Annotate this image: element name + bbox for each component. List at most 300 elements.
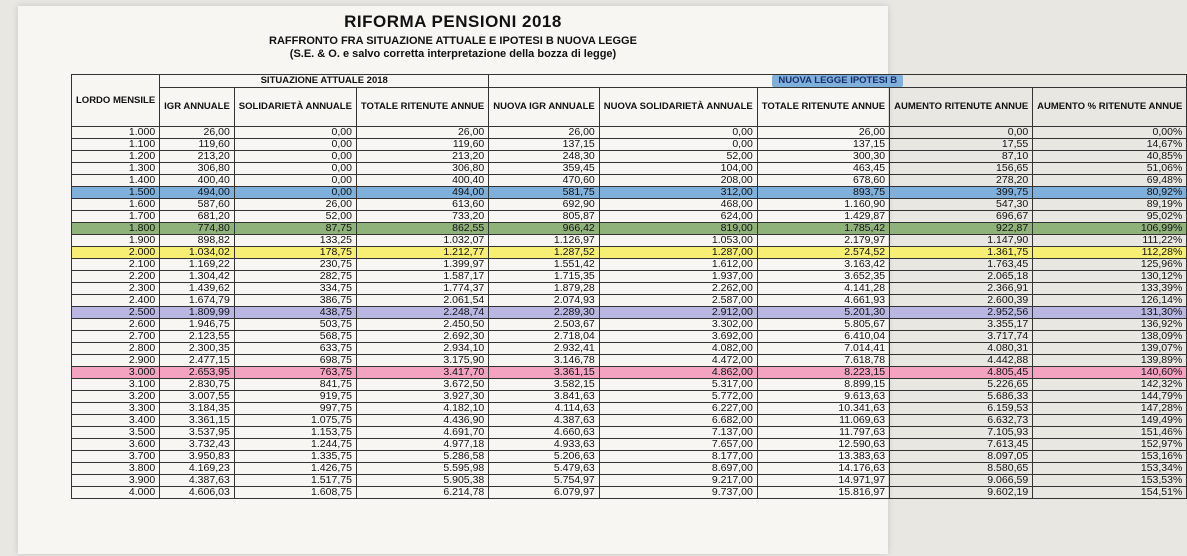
cell-nuova-solidarieta: 104,00 [599,163,757,175]
cell-aumento: 9.602,19 [890,487,1033,499]
cell-totale-new: 1.429,87 [757,211,889,223]
cell-aumento-pct: 106,99% [1033,223,1187,235]
cell-igr: 898,82 [160,235,235,247]
table-row [72,295,1187,307]
table-row [72,319,1187,331]
cell-aumento: 8.580,65 [890,463,1033,475]
header-nuova-igr: NUOVA IGR ANNUALE [489,88,600,127]
cell-totale-new: 2.574,52 [757,247,889,259]
cell-totale-new: 10.341,63 [757,403,889,415]
cell-totale-current: 3.175,90 [356,355,488,367]
cell-aumento-pct: 89,19% [1033,199,1187,211]
cell-aumento-pct: 144,79% [1033,391,1187,403]
cell-totale-new: 3.652,35 [757,271,889,283]
table-row [72,127,1187,139]
cell-igr: 3.007,55 [160,391,235,403]
cell-nuova-solidarieta: 4.862,00 [599,367,757,379]
table-row [72,247,1187,259]
table-row [72,343,1187,355]
cell-totale-new: 1.160,90 [757,199,889,211]
cell-totale-current: 2.692,30 [356,331,488,343]
cell-igr: 1.809,99 [160,307,235,319]
cell-nuova-solidarieta: 819,00 [599,223,757,235]
cell-nuova-igr: 2.074,93 [489,295,600,307]
cell-igr: 2.653,95 [160,367,235,379]
cell-lordo-mensile: 3.000 [72,367,160,379]
cell-totale-new: 12.590,63 [757,439,889,451]
cell-aumento: 1.147,90 [890,235,1033,247]
cell-solidarieta: 0,00 [234,163,356,175]
cell-nuova-igr: 248,30 [489,151,600,163]
cell-totale-new: 9.613,63 [757,391,889,403]
cell-nuova-igr: 805,87 [489,211,600,223]
cell-nuova-igr: 1.287,52 [489,247,600,259]
table-row [72,367,1187,379]
cell-totale-current: 3.672,50 [356,379,488,391]
cell-igr: 4.387,63 [160,475,235,487]
cell-aumento-pct: 111,22% [1033,235,1187,247]
cell-totale-new: 7.618,78 [757,355,889,367]
cell-nuova-solidarieta: 2.587,00 [599,295,757,307]
cell-lordo-mensile: 1.300 [72,163,160,175]
cell-totale-current: 1.399,97 [356,259,488,271]
cell-nuova-solidarieta: 3.692,00 [599,331,757,343]
cell-totale-current: 1.774,37 [356,283,488,295]
cell-nuova-solidarieta: 7.657,00 [599,439,757,451]
document-header [18,12,888,60]
header-solidarieta: SOLIDARIETÀ ANNUALE [234,88,356,127]
cell-aumento: 922,87 [890,223,1033,235]
table-row [72,283,1187,295]
cell-totale-new: 5.201,30 [757,307,889,319]
cell-igr: 119,60 [160,139,235,151]
cell-solidarieta: 698,75 [234,355,356,367]
cell-igr: 26,00 [160,127,235,139]
cell-nuova-igr: 5.206,63 [489,451,600,463]
document-title: RIFORMA PENSIONI 2018 [344,12,562,31]
table-row [72,379,1187,391]
cell-nuova-solidarieta: 6.227,00 [599,403,757,415]
cell-aumento-pct: 80,92% [1033,187,1187,199]
cell-aumento-pct: 130,12% [1033,271,1187,283]
cell-nuova-igr: 5.754,97 [489,475,600,487]
cell-aumento: 0,00 [890,127,1033,139]
cell-aumento-pct: 126,14% [1033,295,1187,307]
cell-solidarieta: 1.153,75 [234,427,356,439]
cell-totale-current: 213,20 [356,151,488,163]
cell-totale-current: 862,55 [356,223,488,235]
cell-aumento: 4.805,45 [890,367,1033,379]
cell-totale-new: 137,15 [757,139,889,151]
cell-lordo-mensile: 2.900 [72,355,160,367]
table-row [72,427,1187,439]
cell-solidarieta: 87,75 [234,223,356,235]
cell-igr: 3.537,95 [160,427,235,439]
cell-totale-current: 4.182,10 [356,403,488,415]
cell-nuova-igr: 3.361,15 [489,367,600,379]
table-row [72,235,1187,247]
cell-aumento: 3.717,74 [890,331,1033,343]
cell-aumento-pct: 151,46% [1033,427,1187,439]
header-aumento: AUMENTO RITENUTE ANNUE [890,88,1033,127]
cell-solidarieta: 633,75 [234,343,356,355]
cell-igr: 3.361,15 [160,415,235,427]
cell-nuova-igr: 2.289,30 [489,307,600,319]
cell-solidarieta: 997,75 [234,403,356,415]
cell-nuova-igr: 359,45 [489,163,600,175]
cell-totale-new: 893,75 [757,187,889,199]
cell-solidarieta: 52,00 [234,211,356,223]
cell-igr: 1.304,42 [160,271,235,283]
cell-nuova-igr: 3.146,78 [489,355,600,367]
cell-totale-new: 14.176,63 [757,463,889,475]
cell-aumento-pct: 154,51% [1033,487,1187,499]
cell-totale-current: 613,60 [356,199,488,211]
cell-lordo-mensile: 2.300 [72,283,160,295]
cell-solidarieta: 438,75 [234,307,356,319]
cell-igr: 681,20 [160,211,235,223]
cell-totale-current: 5.595,98 [356,463,488,475]
cell-totale-new: 300,30 [757,151,889,163]
cell-totale-new: 5.805,67 [757,319,889,331]
cell-igr: 2.477,15 [160,355,235,367]
table-row [72,187,1187,199]
table-row [72,175,1187,187]
cell-aumento-pct: 153,16% [1033,451,1187,463]
cell-lordo-mensile: 3.900 [72,475,160,487]
cell-aumento: 2.065,18 [890,271,1033,283]
cell-solidarieta: 1.075,75 [234,415,356,427]
cell-nuova-solidarieta: 4.082,00 [599,343,757,355]
cell-igr: 1.034,02 [160,247,235,259]
cell-nuova-solidarieta: 624,00 [599,211,757,223]
cell-lordo-mensile: 1.600 [72,199,160,211]
document-note: (S.E. & O. e salvo corretta interpretazione della bozza di legge) [289,48,617,60]
document-subtitle: RAFFRONTO FRA SITUAZIONE ATTUALE E IPOTESI B NUOVA LEGGE [269,35,637,47]
cell-totale-current: 4.436,90 [356,415,488,427]
cell-aumento-pct: 0,00% [1033,127,1187,139]
cell-aumento: 17,55 [890,139,1033,151]
cell-nuova-solidarieta: 9.737,00 [599,487,757,499]
cell-lordo-mensile: 3.100 [72,379,160,391]
cell-nuova-solidarieta: 1.287,00 [599,247,757,259]
table-row [72,439,1187,451]
cell-totale-current: 26,00 [356,127,488,139]
cell-aumento-pct: 112,28% [1033,247,1187,259]
cell-totale-current: 3.927,30 [356,391,488,403]
cell-igr: 1.946,75 [160,319,235,331]
cell-solidarieta: 1.608,75 [234,487,356,499]
cell-igr: 2.830,75 [160,379,235,391]
cell-aumento-pct: 153,34% [1033,463,1187,475]
cell-nuova-solidarieta: 9.217,00 [599,475,757,487]
cell-aumento: 2.952,56 [890,307,1033,319]
cell-aumento: 278,20 [890,175,1033,187]
cell-solidarieta: 1.426,75 [234,463,356,475]
table-row [72,259,1187,271]
cell-igr: 587,60 [160,199,235,211]
table-row [72,271,1187,283]
cell-lordo-mensile: 2.200 [72,271,160,283]
cell-nuova-igr: 4.933,63 [489,439,600,451]
cell-lordo-mensile: 1.500 [72,187,160,199]
cell-lordo-mensile: 3.400 [72,415,160,427]
cell-nuova-igr: 1.715,35 [489,271,600,283]
cell-aumento: 1.763,45 [890,259,1033,271]
cell-solidarieta: 503,75 [234,319,356,331]
cell-aumento-pct: 136,92% [1033,319,1187,331]
cell-lordo-mensile: 3.500 [72,427,160,439]
cell-totale-new: 4.141,28 [757,283,889,295]
cell-lordo-mensile: 1.800 [72,223,160,235]
cell-igr: 213,20 [160,151,235,163]
cell-nuova-igr: 5.479,63 [489,463,600,475]
cell-aumento: 87,10 [890,151,1033,163]
cell-lordo-mensile: 3.300 [72,403,160,415]
table-row [72,151,1187,163]
cell-nuova-igr: 2.718,04 [489,331,600,343]
cell-solidarieta: 0,00 [234,127,356,139]
cell-aumento-pct: 138,09% [1033,331,1187,343]
cell-lordo-mensile: 1.000 [72,127,160,139]
cell-lordo-mensile: 3.200 [72,391,160,403]
cell-totale-new: 4.661,93 [757,295,889,307]
cell-nuova-igr: 137,15 [489,139,600,151]
cell-aumento: 6.632,73 [890,415,1033,427]
cell-solidarieta: 568,75 [234,331,356,343]
cell-aumento: 4.442,88 [890,355,1033,367]
cell-lordo-mensile: 2.500 [72,307,160,319]
new-law-badge: NUOVA LEGGE IPOTESI B [772,75,903,87]
cell-nuova-igr: 1.126,97 [489,235,600,247]
cell-aumento: 7.105,93 [890,427,1033,439]
cell-totale-current: 3.417,70 [356,367,488,379]
cell-aumento: 5.226,65 [890,379,1033,391]
cell-nuova-solidarieta: 0,00 [599,139,757,151]
table-row [72,307,1187,319]
table-row [72,415,1187,427]
cell-totale-current: 1.032,07 [356,235,488,247]
cell-totale-new: 11.069,63 [757,415,889,427]
cell-lordo-mensile: 2.000 [72,247,160,259]
cell-nuova-igr: 3.841,63 [489,391,600,403]
cell-nuova-igr: 3.582,15 [489,379,600,391]
cell-aumento: 156,65 [890,163,1033,175]
cell-nuova-solidarieta: 6.682,00 [599,415,757,427]
cell-totale-current: 6.214,78 [356,487,488,499]
cell-totale-new: 26,00 [757,127,889,139]
cell-nuova-solidarieta: 1.937,00 [599,271,757,283]
cell-nuova-igr: 581,75 [489,187,600,199]
document-page [18,6,1183,554]
cell-lordo-mensile: 2.800 [72,343,160,355]
table-row [72,199,1187,211]
cell-solidarieta: 1.517,75 [234,475,356,487]
cell-solidarieta: 282,75 [234,271,356,283]
cell-lordo-mensile: 3.600 [72,439,160,451]
cell-lordo-mensile: 2.400 [72,295,160,307]
cell-igr: 1.439,62 [160,283,235,295]
cell-totale-current: 1.587,17 [356,271,488,283]
table-row [72,331,1187,343]
cell-nuova-solidarieta: 208,00 [599,175,757,187]
cell-nuova-solidarieta: 312,00 [599,187,757,199]
cell-totale-current: 494,00 [356,187,488,199]
cell-nuova-igr: 692,90 [489,199,600,211]
cell-totale-new: 463,45 [757,163,889,175]
cell-igr: 2.123,55 [160,331,235,343]
cell-aumento-pct: 140,60% [1033,367,1187,379]
cell-aumento-pct: 139,07% [1033,343,1187,355]
cell-totale-new: 8.223,15 [757,367,889,379]
header-totale-new: TOTALE RITENUTE ANNUE [757,88,889,127]
cell-igr: 4.169,23 [160,463,235,475]
cell-aumento-pct: 152,97% [1033,439,1187,451]
cell-totale-new: 8.899,15 [757,379,889,391]
cell-lordo-mensile: 1.900 [72,235,160,247]
cell-nuova-solidarieta: 4.472,00 [599,355,757,367]
cell-aumento-pct: 125,96% [1033,259,1187,271]
header-igr: IGR ANNUALE [160,88,235,127]
cell-nuova-igr: 6.079,97 [489,487,600,499]
cell-totale-current: 4.691,70 [356,427,488,439]
cell-aumento: 399,75 [890,187,1033,199]
cell-igr: 3.184,35 [160,403,235,415]
cell-nuova-igr: 1.551,42 [489,259,600,271]
cell-nuova-solidarieta: 1.612,00 [599,259,757,271]
cell-nuova-solidarieta: 3.302,00 [599,319,757,331]
cell-aumento: 6.159,53 [890,403,1033,415]
header-group-current: SITUAZIONE ATTUALE 2018 [160,75,489,88]
cell-aumento-pct: 149,49% [1033,415,1187,427]
header-totale-current: TOTALE RITENUTE ANNUE [356,88,488,127]
cell-totale-current: 2.248,74 [356,307,488,319]
header-aumento-pct: AUMENTO % RITENUTE ANNUE [1033,88,1187,127]
cell-lordo-mensile: 3.800 [72,463,160,475]
table-row [72,451,1187,463]
cell-totale-new: 6.410,04 [757,331,889,343]
cell-nuova-igr: 2.932,41 [489,343,600,355]
cell-aumento: 1.361,75 [890,247,1033,259]
cell-nuova-solidarieta: 0,00 [599,127,757,139]
cell-lordo-mensile: 4.000 [72,487,160,499]
cell-totale-current: 119,60 [356,139,488,151]
cell-totale-new: 3.163,42 [757,259,889,271]
cell-aumento: 8.097,05 [890,451,1033,463]
cell-solidarieta: 1.244,75 [234,439,356,451]
table-row [72,487,1187,499]
cell-aumento-pct: 14,67% [1033,139,1187,151]
cell-solidarieta: 0,00 [234,187,356,199]
cell-nuova-igr: 4.387,63 [489,415,600,427]
cell-nuova-igr: 4.114,63 [489,403,600,415]
cell-nuova-solidarieta: 5.317,00 [599,379,757,391]
cell-lordo-mensile: 1.400 [72,175,160,187]
cell-nuova-igr: 966,42 [489,223,600,235]
cell-totale-new: 13.383,63 [757,451,889,463]
cell-aumento: 2.366,91 [890,283,1033,295]
cell-totale-new: 15.816,97 [757,487,889,499]
cell-solidarieta: 26,00 [234,199,356,211]
cell-nuova-solidarieta: 8.177,00 [599,451,757,463]
cell-lordo-mensile: 1.100 [72,139,160,151]
cell-aumento: 696,67 [890,211,1033,223]
cell-aumento: 3.355,17 [890,319,1033,331]
cell-aumento-pct: 142,32% [1033,379,1187,391]
cell-totale-new: 7.014,41 [757,343,889,355]
table-row [72,391,1187,403]
cell-igr: 494,00 [160,187,235,199]
cell-lordo-mensile: 1.700 [72,211,160,223]
cell-aumento: 7.613,45 [890,439,1033,451]
cell-aumento-pct: 133,39% [1033,283,1187,295]
cell-lordo-mensile: 2.700 [72,331,160,343]
cell-totale-new: 678,60 [757,175,889,187]
cell-totale-current: 1.212,77 [356,247,488,259]
cell-aumento-pct: 95,02% [1033,211,1187,223]
cell-solidarieta: 919,75 [234,391,356,403]
cell-nuova-igr: 2.503,67 [489,319,600,331]
cell-igr: 2.300,35 [160,343,235,355]
cell-igr: 3.732,43 [160,439,235,451]
cell-nuova-igr: 470,60 [489,175,600,187]
cell-lordo-mensile: 1.200 [72,151,160,163]
cell-totale-current: 306,80 [356,163,488,175]
cell-solidarieta: 0,00 [234,175,356,187]
table-row [72,139,1187,151]
cell-solidarieta: 0,00 [234,151,356,163]
cell-aumento-pct: 139,89% [1033,355,1187,367]
cell-aumento-pct: 147,28% [1033,403,1187,415]
cell-nuova-igr: 4.660,63 [489,427,600,439]
cell-igr: 3.950,83 [160,451,235,463]
cell-nuova-igr: 26,00 [489,127,600,139]
cell-solidarieta: 334,75 [234,283,356,295]
cell-aumento: 5.686,33 [890,391,1033,403]
cell-totale-current: 5.286,58 [356,451,488,463]
cell-nuova-solidarieta: 8.697,00 [599,463,757,475]
cell-totale-new: 1.785,42 [757,223,889,235]
cell-totale-current: 400,40 [356,175,488,187]
cell-lordo-mensile: 2.600 [72,319,160,331]
cell-nuova-solidarieta: 2.912,00 [599,307,757,319]
table-body [72,127,1187,499]
header-nuova-solidarieta: NUOVA SOLIDARIETÀ ANNUALE [599,88,757,127]
cell-totale-current: 2.934,10 [356,343,488,355]
cell-igr: 400,40 [160,175,235,187]
table-row [72,223,1187,235]
cell-aumento: 2.600,39 [890,295,1033,307]
cell-solidarieta: 1.335,75 [234,451,356,463]
cell-totale-current: 4.977,18 [356,439,488,451]
cell-igr: 1.674,79 [160,295,235,307]
table-row [72,211,1187,223]
cell-totale-current: 733,20 [356,211,488,223]
cell-solidarieta: 178,75 [234,247,356,259]
cell-solidarieta: 841,75 [234,379,356,391]
cell-igr: 306,80 [160,163,235,175]
cell-totale-current: 5.905,38 [356,475,488,487]
cell-aumento: 4.080,31 [890,343,1033,355]
cell-igr: 774,80 [160,223,235,235]
cell-aumento: 547,30 [890,199,1033,211]
cell-nuova-solidarieta: 468,00 [599,199,757,211]
cell-aumento-pct: 51,06% [1033,163,1187,175]
cell-totale-current: 2.450,50 [356,319,488,331]
cell-nuova-solidarieta: 7.137,00 [599,427,757,439]
table-row [72,463,1187,475]
cell-solidarieta: 133,25 [234,235,356,247]
